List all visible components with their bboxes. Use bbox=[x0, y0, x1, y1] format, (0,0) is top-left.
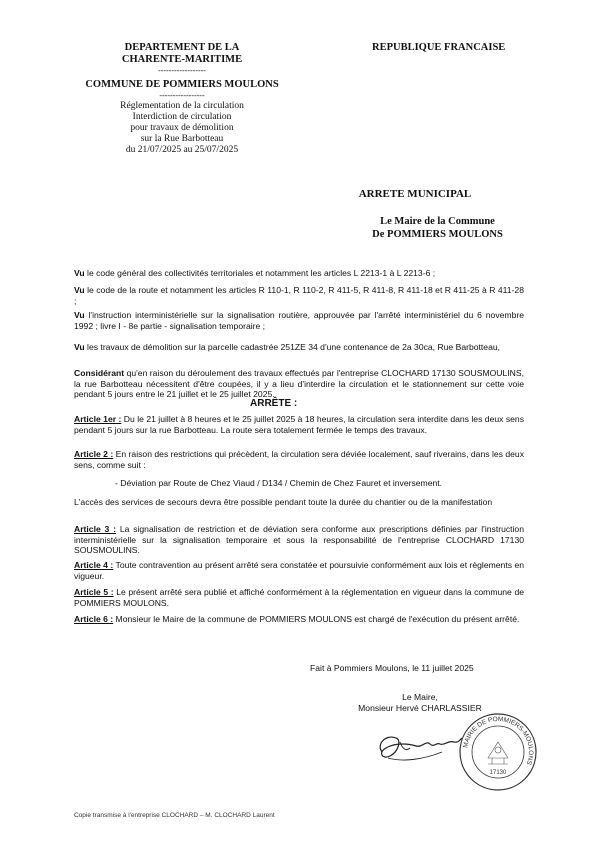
issuer-block bbox=[62, 42, 302, 156]
emergency-access: L'accès des services de secours devra être possible pendant toute la durée du chantier ou de la manifestation bbox=[74, 497, 493, 507]
article-4 bbox=[74, 560, 524, 581]
consideration-lead: Vu bbox=[74, 342, 85, 352]
mayor-intro bbox=[350, 215, 525, 241]
handwritten-signature bbox=[372, 722, 464, 770]
article-label: Article 3 : bbox=[74, 524, 117, 534]
article-text: La signalisation de restriction et de déviation sera conforme aux prescriptions définies par l'instruction interministérielle sur la signalisation temporaire et sous la responsabilité de l'entreprise CLOCHARD 17130 SOUSMOULINS. bbox=[74, 524, 524, 556]
republic-heading: REPUBLIQUE FRANCAISE bbox=[372, 42, 506, 53]
copy-note: Copie transmise à l'entreprise CLOCHARD – M. CLOCHARD Laurent bbox=[74, 812, 275, 819]
article-text: En raison des restrictions qui précèdent, la circulation sera déviée localement, sauf riverains, dans les deux sens, comme suit : bbox=[74, 449, 524, 470]
separator: ------------------ bbox=[158, 66, 206, 75]
department-line-2: CHARENTE-MARITIME bbox=[121, 54, 243, 65]
separator: ----------------- bbox=[159, 91, 205, 100]
subject-line: pour travaux de démolition bbox=[130, 123, 234, 133]
article-label: Article 4 : bbox=[74, 560, 114, 570]
article-text: Le présent arrêté sera publié et affiché conformément à la réglementation en vigueur dans la commune de POMMIERS MOULONS. bbox=[74, 587, 524, 608]
subject-line: sur la Rue Barbotteau bbox=[140, 134, 224, 144]
consideration-lead: Vu bbox=[74, 268, 85, 278]
signature-block bbox=[330, 692, 510, 714]
subject-line: Interdiction de circulation bbox=[132, 112, 232, 122]
commune-name: COMMUNE DE POMMIERS MOULONS bbox=[85, 79, 279, 90]
mayor-intro-line-1: Le Maire de la Commune bbox=[380, 216, 495, 227]
consideration bbox=[74, 268, 524, 279]
subject-line: Réglementation de la circulation bbox=[120, 101, 244, 111]
article-label: Article 1er : bbox=[74, 414, 122, 424]
signatory-name: Monsieur Hervé CHARLASSIER bbox=[358, 703, 482, 713]
consideration bbox=[74, 285, 524, 306]
municipal-seal bbox=[458, 712, 538, 792]
arrete-heading: ARRÊTE : bbox=[250, 398, 298, 409]
consideration-text: le code général des collectivités territoriales et notamment les articles L 2213-1 à L 2213-6 ; bbox=[84, 268, 436, 278]
article-label: Article 2 : bbox=[74, 449, 114, 459]
article-6 bbox=[74, 614, 524, 625]
mayor-intro-line-2: De POMMIERS MOULONS bbox=[372, 229, 503, 240]
deviation-route: - Déviation par Route de Chez Viaud / D134 / Chemin de Chez Fauret et inversement. bbox=[115, 478, 443, 488]
consideration-text: qu'en raison du déroulement des travaux effectués par l'entreprise CLOCHARD 17130 SOUSMOULINS, la rue Barbotteau nécessitent d'être coupées, il y a lieu d'interdire la circulation et le stationnement sur cette voie pendant 5 jours entre le 21 juillet et le 25 juillet 2025. bbox=[74, 368, 524, 400]
seal-text: MAIRIE DE POMMIERS-MOULONS bbox=[462, 715, 535, 766]
subject-line: du 21/07/2025 au 25/07/2025 bbox=[125, 145, 239, 155]
article-text: Monsieur le Maire de la commune de POMMIERS MOULONS est chargé de l'exécution du présent arrêté. bbox=[113, 614, 520, 624]
article-label: Article 6 : bbox=[74, 614, 114, 624]
consideration-text: l'instruction interministérielle sur la signalisation routière, approuvée par l'arrêté interministériel du 6 novembre 1992 ; livre I - 8e partie - signalisation temporaire ; bbox=[74, 310, 524, 331]
consideration bbox=[74, 310, 524, 331]
article-text: Toute contravention au présent arrêté sera constatée et poursuivie conformément aux lois et règlements en vigueur. bbox=[74, 560, 525, 581]
article-5 bbox=[74, 587, 524, 608]
document-title: ARRETE MUNICIPAL bbox=[358, 188, 472, 200]
signatory-role: Le Maire, bbox=[402, 692, 438, 702]
signature-date: Fait à Pommiers Moulons, le 11 juillet 2025 bbox=[310, 663, 474, 673]
article-3 bbox=[74, 524, 524, 556]
consideration-text: les travaux de démolition sur la parcelle cadastrée 251ZE 34 d'une contenance de 2a 30ca, Rue Barbotteau, bbox=[84, 342, 501, 352]
article-text: Du le 21 juillet à 8 heures et le 25 juillet 2025 à 18 heures, la circulation sera interdite dans les deux sens pendant 5 jours sur la rue Barbotteau. La route sera totalement fermée le temps des travaux. bbox=[74, 414, 524, 435]
consideration bbox=[74, 368, 524, 400]
article-1 bbox=[74, 414, 524, 435]
consideration bbox=[74, 342, 524, 353]
consideration-lead: Vu bbox=[74, 285, 85, 295]
consideration-lead: Considérant bbox=[74, 368, 125, 378]
article-label: Article 5 : bbox=[74, 587, 114, 597]
seal-postcode: 17130 bbox=[489, 770, 507, 776]
article-2 bbox=[74, 449, 524, 470]
consideration-lead: Vu bbox=[74, 310, 85, 320]
department-line-1: DEPARTEMENT DE LA bbox=[124, 42, 240, 53]
consideration-text: le code de la route et notamment les articles R 110-1, R 110-2, R 411-5, R 411-8, R 411-18 et R 411-25 à R 411-28 ; bbox=[74, 285, 524, 306]
